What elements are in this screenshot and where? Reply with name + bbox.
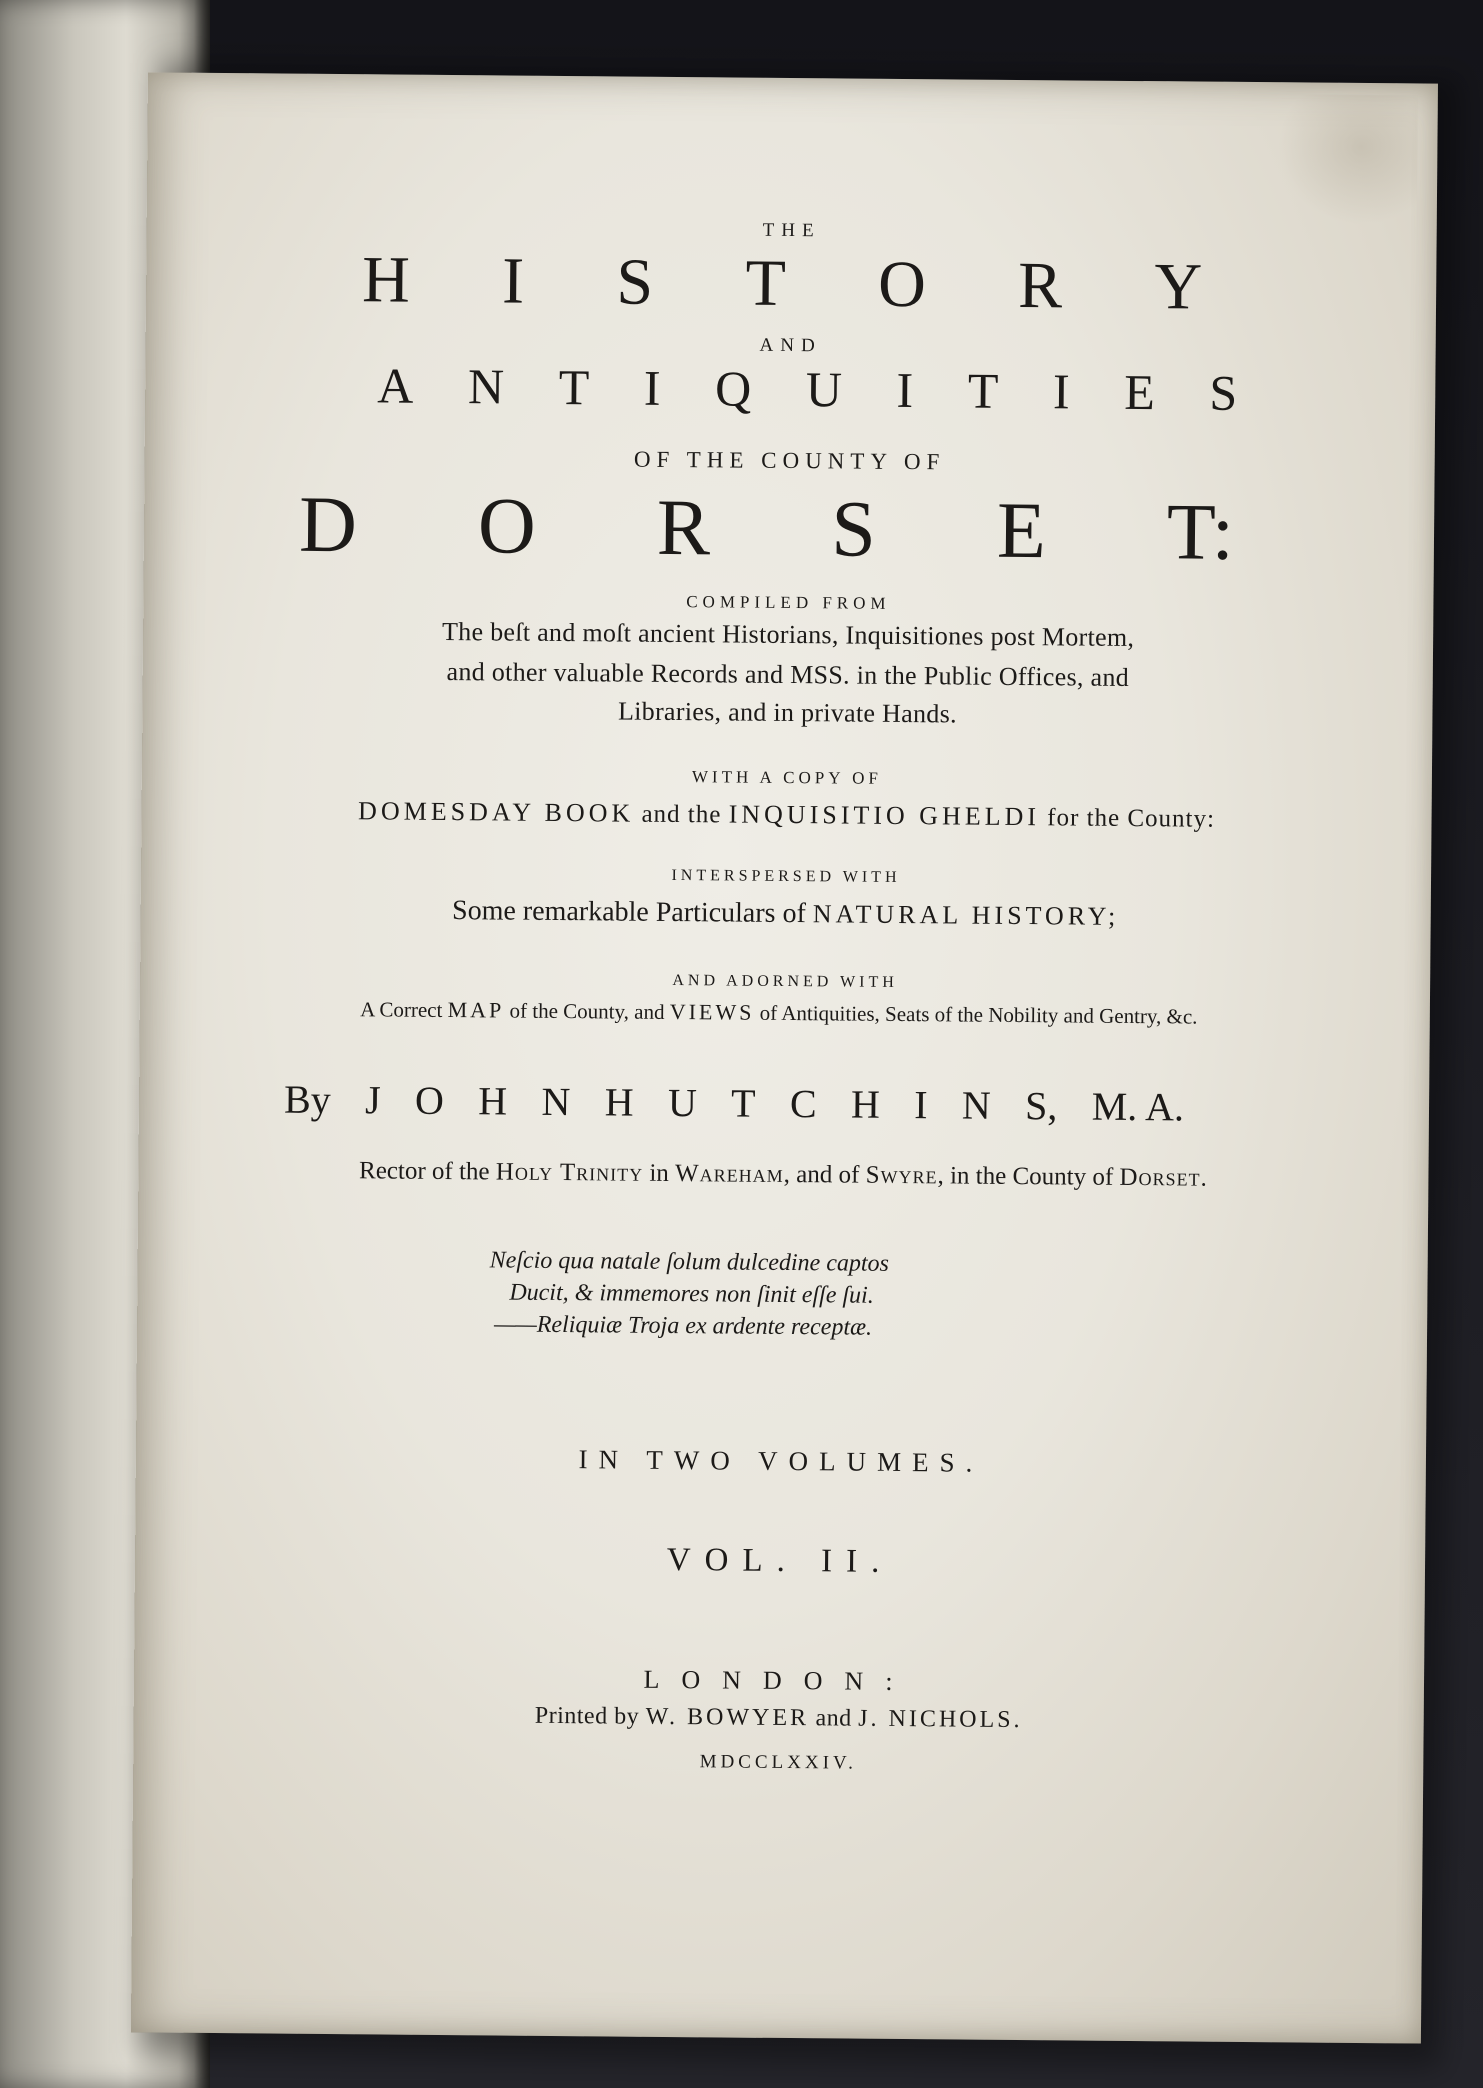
author-part: C <box>789 1081 817 1127</box>
author-part: U <box>667 1079 698 1126</box>
domesday-book: DOMESDAY BOOK <box>357 796 635 828</box>
heading-dorset <box>299 480 1235 579</box>
antiquities-letter: T <box>558 358 590 416</box>
history-letter: T <box>745 246 787 320</box>
author-part: N <box>961 1082 991 1128</box>
author-part: H <box>478 1078 508 1124</box>
author-part: H <box>850 1081 881 1127</box>
heading-of-county: OF THE COUNTY OF <box>633 446 946 475</box>
map-mid: of the County, and <box>504 998 670 1024</box>
author-part: N <box>541 1078 571 1125</box>
swyre: Swyre <box>865 1161 938 1190</box>
holy-trinity: Holy Trinity <box>495 1158 644 1187</box>
author-part: J <box>364 1077 381 1123</box>
domesday-line <box>141 794 1431 835</box>
history-letter: H <box>361 243 411 317</box>
dorset-letter: S <box>830 485 877 574</box>
rector-line <box>138 1155 1428 1194</box>
dorset-small: Dorset. <box>1119 1163 1208 1192</box>
author-part: S, <box>1024 1083 1058 1129</box>
rector-lead: Rector of the <box>358 1157 496 1186</box>
history-letter: R <box>1017 248 1063 323</box>
title-page <box>131 72 1438 2043</box>
map-tail: of Antiquities, Seats of the Nobility and Gentry, &c. <box>754 1000 1198 1029</box>
printed-by: Printed by <box>534 1702 646 1730</box>
rector-in: in <box>643 1159 676 1188</box>
antiquities-letter: I <box>643 359 661 416</box>
motto-line-3: ——Reliquiæ Troja ex ardente receptæ. <box>493 1311 873 1341</box>
antiquities-letter: Q <box>714 360 752 417</box>
author-part: By <box>283 1076 331 1123</box>
compiled-from: COMPILED FROM <box>686 592 891 613</box>
printer-nichols: J. NICHOLS. <box>858 1705 1023 1734</box>
heading-the: THE <box>762 219 821 242</box>
heading-and: AND <box>759 334 822 357</box>
history-letter: S <box>616 245 654 319</box>
sources-line-1: The beſt and moſt ancient Historians, Inquisitiones post Mortem, <box>441 616 1135 652</box>
history-letter: O <box>877 247 927 322</box>
dorset-letter: O <box>477 482 537 571</box>
heading-history <box>362 242 1203 325</box>
natural-lead: Some remarkable Particulars of <box>451 895 813 930</box>
dorset-letter: R <box>656 483 711 573</box>
views-word: VIEWS <box>669 998 755 1025</box>
author-part: T <box>730 1080 756 1126</box>
in-two-volumes: IN TWO VOLUMES. <box>578 1444 984 1478</box>
antiquities-letter: S <box>1209 364 1238 421</box>
history-letter: Y <box>1154 250 1203 324</box>
dorset-letter: D <box>298 480 358 570</box>
antiquities-letter: E <box>1124 363 1156 421</box>
wareham: Wareham <box>674 1160 784 1188</box>
antiquities-letter: I <box>896 361 914 419</box>
printed-and: and <box>808 1705 859 1732</box>
imprint-printers <box>134 1699 1424 1737</box>
antiquities-letter: T <box>967 362 999 419</box>
map-word: MAP <box>447 997 505 1023</box>
motto-line-1: Neſcio qua natale ſolum dulcedine captos <box>489 1247 890 1277</box>
antiquities-letter: U <box>805 361 843 418</box>
motto-line-2: Ducit, & immemores non ſinit eſſe ſui. <box>509 1279 874 1309</box>
printer-bowyer: W. BOWYER <box>645 1703 810 1732</box>
dorset-letter: T: <box>1166 488 1235 577</box>
domesday-tail: for the County: <box>1039 804 1216 833</box>
imprint-london: LONDON: <box>643 1664 915 1697</box>
author-part: O <box>414 1077 445 1123</box>
interspersed-with: INTERSPERSED WITH <box>671 866 901 886</box>
map-line <box>134 994 1424 1031</box>
rector-county: , in the County of <box>937 1162 1120 1191</box>
heading-antiquities <box>377 356 1237 422</box>
antiquities-letter: I <box>1052 363 1070 420</box>
volume-number: VOL. II. <box>666 1541 894 1580</box>
history-letter: I <box>501 244 525 318</box>
sources-line-3: Libraries, and in private Hands. <box>617 696 957 729</box>
dorset-letter: E <box>996 486 1047 576</box>
rector-and: , and of <box>783 1160 866 1189</box>
author-part: H <box>604 1079 634 1125</box>
inquisitio-gheldi: INQUISITIO GHELDI <box>728 799 1041 832</box>
author-part: M. A. <box>1091 1083 1185 1130</box>
author-line <box>284 1076 1184 1131</box>
imprint-date: MDCCLXXIV. <box>699 1751 858 1774</box>
with-a-copy-of: WITH A COPY OF <box>691 767 882 788</box>
antiquities-letter: N <box>467 358 505 415</box>
map-lead: A Correct <box>360 997 448 1023</box>
natural-history: NATURAL HISTORY; <box>812 899 1120 931</box>
sources-line-2: and other valuable Records and MSS. in the Public Offices, and <box>446 657 1130 692</box>
natural-history-line <box>141 892 1431 935</box>
antiquities-letter: A <box>377 357 414 414</box>
author-part: I <box>914 1082 928 1128</box>
adorned-with: AND ADORNED WITH <box>672 971 898 991</box>
domesday-connector: and the <box>634 800 729 829</box>
